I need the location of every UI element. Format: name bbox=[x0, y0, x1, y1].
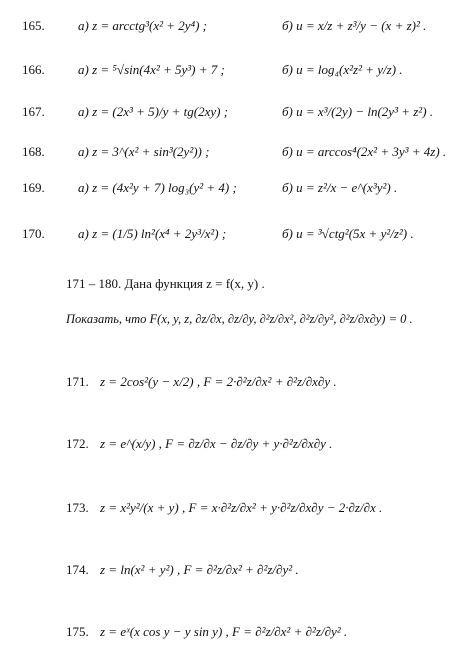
problem-formula: z = 2cos²(y − x/2) , F = 2·∂²z/∂x² + ∂²z/∂x∂y . bbox=[100, 374, 337, 389]
problem-formula: z = eˣ(x cos y − y sin y) , F = ∂²z/∂x² + ∂²z/∂y² . bbox=[100, 624, 348, 639]
problem-formula: z = e^(x/y) , F = ∂z/∂x − ∂z/∂y + y·∂²z/∂x∂y . bbox=[100, 436, 333, 451]
part-a-formula: а) z = (1/5) ln²(x⁴ + 2y³/x²) ; bbox=[78, 226, 227, 241]
problem-number: 171. bbox=[66, 374, 89, 389]
problem-number: 167. bbox=[22, 104, 45, 119]
section-header: 171 – 180. Дана функция z = f(x, y) . bbox=[66, 276, 265, 291]
problem-number: 172. bbox=[66, 436, 89, 451]
problem-number: 170. bbox=[22, 226, 45, 241]
part-a-formula: а) z = (2x³ + 5)/y + tg(2xy) ; bbox=[78, 104, 229, 119]
problem-number: 175. bbox=[66, 624, 89, 639]
problem-number: 174. bbox=[66, 562, 89, 577]
problem-number: 166. bbox=[22, 62, 45, 77]
problem-number: 165. bbox=[22, 18, 45, 33]
part-a-formula: а) z = (4x²y + 7) log₃(y² + 4) ; bbox=[78, 180, 237, 195]
part-a-formula: а) z = ⁵√sin(4x² + 5y³) + 7 ; bbox=[78, 62, 225, 77]
part-b-formula: б) u = x³/(2y) − ln(2y³ + z²) . bbox=[282, 104, 434, 119]
part-b-formula: б) u = z²/x − e^(x³y²) . bbox=[282, 180, 398, 195]
problem-formula: z = x²y²/(x + y) , F = x·∂²z/∂x² + y·∂²z/∂x∂y − 2·∂z/∂x . bbox=[100, 500, 383, 515]
part-b-formula: б) u = arccos⁴(2x² + 3y³ + 4z) . bbox=[282, 144, 447, 159]
problem-number: 168. bbox=[22, 144, 45, 159]
problem-number: 173. bbox=[66, 500, 89, 515]
part-b-formula: б) u = log₄(x²z² + y/z) . bbox=[282, 62, 403, 77]
problem-number: 169. bbox=[22, 180, 45, 195]
section-statement: Показать, что F(x, y, z, ∂z/∂x, ∂z/∂y, ∂²z/∂x², ∂²z/∂y², ∂²z/∂x∂y) = 0 . bbox=[66, 312, 413, 326]
part-a-formula: а) z = 3^(x² + sin³(2y²)) ; bbox=[78, 144, 210, 159]
part-a-formula: а) z = arcctg³(x² + 2y⁴) ; bbox=[78, 18, 208, 33]
part-b-formula: б) u = x/z + z³/y − (x + z)² . bbox=[282, 18, 427, 33]
part-b-formula: б) u = ³√ctg²(5x + y²/z²) . bbox=[282, 226, 414, 241]
problem-formula: z = ln(x² + y²) , F = ∂²z/∂x² + ∂²z/∂y² . bbox=[100, 562, 299, 577]
